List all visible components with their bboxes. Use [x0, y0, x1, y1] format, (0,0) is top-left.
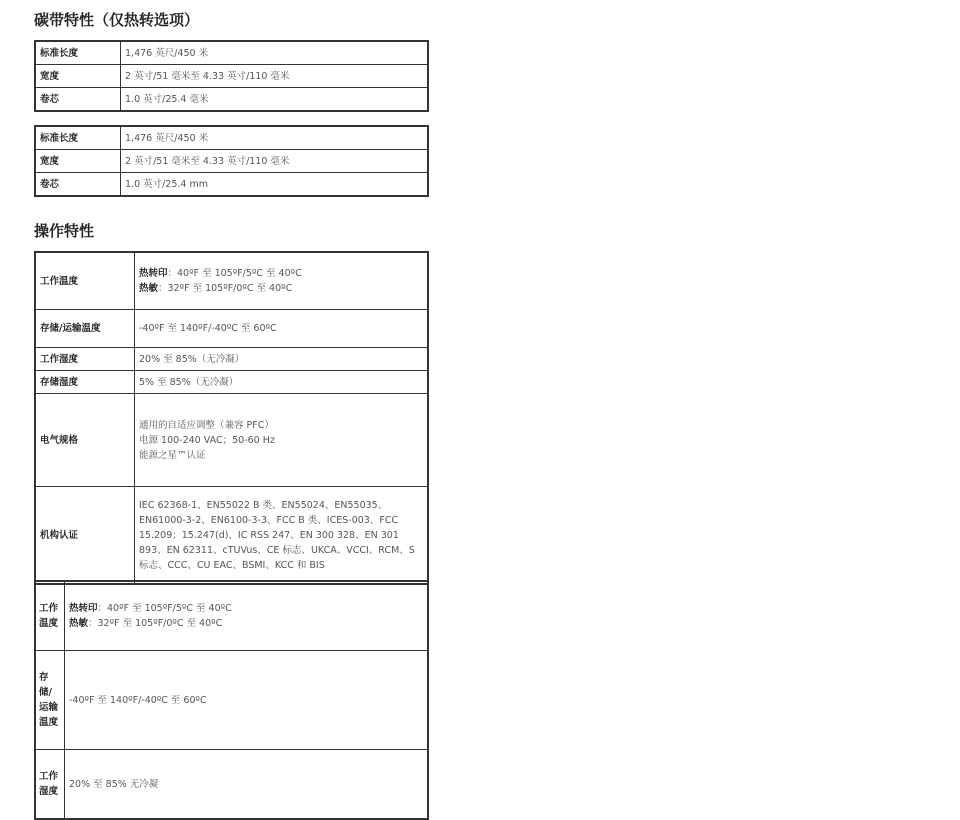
- row-label: 标准长度: [35, 126, 121, 150]
- row-value: -40ºF 至 140ºF/-40ºC 至 60ºC: [135, 310, 429, 348]
- row-label: 工作温度: [35, 252, 135, 310]
- row-value: -40ºF 至 140ºF/-40ºC 至 60ºC: [65, 651, 429, 750]
- table-row: [35, 41, 428, 65]
- temp-mode-label: 热敏: [139, 283, 159, 294]
- temp-mode-value: ：32ºF 至 105ºF/0ºC 至 40ºC: [88, 618, 223, 629]
- electrical-line: 通用的自适应调整（兼容 PFC）: [139, 419, 274, 431]
- row-value: 20% 至 85%（无冷凝）: [135, 348, 429, 371]
- section-title-operating: 操作特性: [34, 222, 95, 240]
- table-row: [35, 126, 428, 150]
- row-label: 工作湿度: [35, 750, 65, 820]
- row-value: 5% 至 85%（无冷凝）: [135, 371, 429, 394]
- electrical-line: 能源之星™认证: [139, 449, 206, 461]
- row-value: 1,476 英尺/450 米: [121, 126, 429, 150]
- table-row: [35, 310, 428, 348]
- table-row: [35, 348, 428, 371]
- temp-mode-value: ：32ºF 至 105ºF/0ºC 至 40ºC: [158, 283, 293, 294]
- row-label: 工作湿度: [35, 348, 135, 371]
- row-value: [135, 394, 429, 487]
- table-row: [35, 88, 428, 112]
- ribbon-spec-table: [34, 40, 429, 112]
- table-row: [35, 252, 428, 310]
- row-value: IEC 62368-1、EN55022 B 类、EN55024、EN55035、EN61000-3-2、EN6100-3-3、FCC B 类、ICES-003、FCC 15.209；15.247(d)、IC RSS 247、EN 300 328、EN 301 893、EN 62311、cTUVus、CE 标志、UKCA、VCCI、RCM、S 标志、CCC、CU EAC、BSMI、KCC 和 BIS: [135, 487, 429, 585]
- table-row: [35, 750, 428, 820]
- row-label: 电气规格: [35, 394, 135, 487]
- table-row: [35, 65, 428, 88]
- row-value: 1.0 英寸/25.4 mm: [121, 173, 429, 197]
- row-label: 宽度: [35, 65, 121, 88]
- table-row: [35, 150, 428, 173]
- electrical-line: 电源 100-240 VAC；50-60 Hz: [139, 434, 275, 446]
- temp-mode-label: 热敏: [69, 618, 89, 629]
- table-row: [35, 651, 428, 750]
- row-value: [65, 581, 429, 651]
- temp-mode-value: ：40ºF 至 105ºF/5ºC 至 40ºC: [97, 603, 232, 614]
- row-label: 机构认证: [35, 487, 135, 585]
- row-label: 存储/运输温度: [35, 310, 135, 348]
- operating-spec-table: [34, 251, 429, 585]
- table-row: [35, 487, 428, 585]
- row-value: 20% 至 85% 无冷凝: [65, 750, 429, 820]
- row-value: [135, 252, 429, 310]
- table-row: [35, 581, 428, 651]
- table-row: [35, 371, 428, 394]
- row-label: 工作温度: [35, 581, 65, 651]
- row-value: 1.0 英寸/25.4 毫米: [121, 88, 429, 112]
- row-value: 1,476 英尺/450 米: [121, 41, 429, 65]
- section-title-ribbon: 碳带特性（仅热转选项）: [34, 11, 200, 29]
- row-label: 标准长度: [35, 41, 121, 65]
- row-value: 2 英寸/51 毫米至 4.33 英寸/110 毫米: [121, 65, 429, 88]
- temp-mode-value: ：40ºF 至 105ºF/5ºC 至 40ºC: [167, 268, 302, 279]
- table-row: [35, 394, 428, 487]
- row-label: 卷芯: [35, 173, 121, 197]
- table-row: [35, 173, 428, 197]
- temp-mode-label: 热转印: [139, 268, 168, 279]
- ribbon-spec-table-2: [34, 125, 429, 197]
- row-label: 存储/运输温度: [35, 651, 65, 750]
- operating-spec-table-2: [34, 580, 429, 820]
- temp-mode-label: 热转印: [69, 603, 98, 614]
- row-value: 2 英寸/51 毫米至 4.33 英寸/110 毫米: [121, 150, 429, 173]
- row-label: 卷芯: [35, 88, 121, 112]
- row-label: 宽度: [35, 150, 121, 173]
- row-label: 存储湿度: [35, 371, 135, 394]
